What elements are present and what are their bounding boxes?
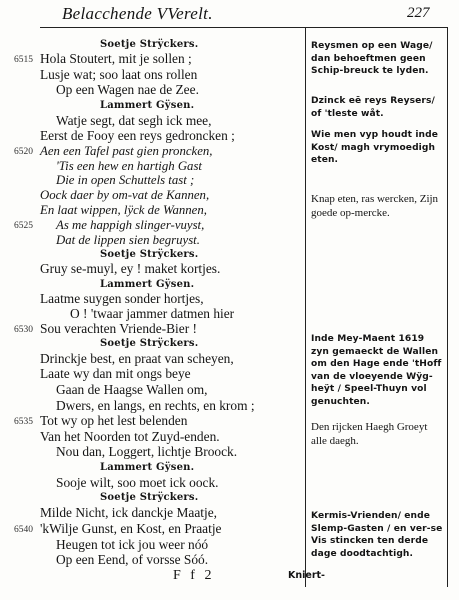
margin-note: Kermis-Vrienden/ ende Slemp-Gasten / en ver-se Vis stincken ten derde dage doodtachtigh. [311,511,443,559]
header-rule [40,27,448,28]
catchword: Kniert- [288,570,325,581]
verse-line: En laat wippen, lÿck de Wannen, [40,203,207,217]
verse-line: Gaan de Haagse Wallen om, [56,382,208,397]
verse-line: 'kWilje Gunst, en Kost, en Praatje [40,521,222,536]
line-number: 6515 [14,55,33,65]
margin-note: Wie men vyp houdt inde Kost/ magh vrymoedigh eten. [311,130,438,165]
verse-line: Dat de lippen sien begruyst. [56,233,200,247]
speaker-heading: Soetje Strÿckers. [100,39,199,50]
verse-line: Oock daer by om-vat de Kannen, [40,188,210,202]
margin-note: Knap eten, ras wercken, Zijn goede op-mercke. [311,193,439,219]
verse-line: Dwers, en langs, en rechts, en krom ; [56,398,255,413]
margin-rule-right [447,27,448,587]
verse-line: O ! 'twaar jammer datmen hier [70,306,235,321]
line-number: 6530 [14,325,33,335]
verse-line: Heugen tot ick jou weer nóó [56,537,209,552]
verse-line: Lusje wat; soo laat ons rollen [40,67,198,82]
verse-line: Die in open Schuttels tast ; [56,173,195,187]
verse-line: Laatme suygen sonder hortjes, [40,291,204,306]
verse-line: Gruy se-muyl, ey ! maket kortjes. [40,261,221,276]
page-number: 227 [407,5,430,21]
verse-line: Eerst de Fooy een reys gedroncken ; [40,128,235,143]
margin-note: Inde Mey-Maent 1619 zyn gemaeckt de Wallen om den Hage ende 'tHoff van de vloeyende Wÿg-heÿt / Speel-Thuyn vol genuchten. [311,334,442,407]
line-number: 6535 [14,417,33,427]
margin-note: Reysmen op een Wage/ dan behoeftmen geen Schip-breuck te lyden. [311,41,433,76]
speaker-heading: Soetje Strÿckers. [100,249,199,260]
verse-line: Tot wy op het lest belenden [40,413,188,428]
margin-rule-left [305,27,306,587]
verse-line: As me happigh slinger-vuyst, [56,218,205,232]
verse-line: Sooje wilt, soo moet ick oock. [56,475,219,490]
signature-mark: F f 2 [173,568,215,583]
verse-line: Aen een Tafel past gien proncken, [40,144,213,158]
verse-line: 'Tis een hew en hartigh Gast [56,159,202,173]
speaker-heading: Lammert Gÿsen. [100,462,195,473]
margin-note: Den rijcken Haegh Groeyt alle daegh. [311,421,428,447]
running-title: Belacchende VVerelt. [62,4,213,23]
verse-line: Nou dan, Loggert, lichtje Broock. [56,444,238,459]
verse-line: Watje segt, dat segh ick mee, [56,113,212,128]
verse-line: Op een Wagen nae de Zee. [56,82,199,97]
verse-line: Milde Nicht, ick danckje Maatje, [40,505,217,520]
verse-line: Drinckje best, en praat van scheyen, [40,351,234,366]
verse-line: Hola Stoutert, mit je sollen ; [40,51,192,66]
verse-line: Op een Eend, of vorsse Sóó. [56,552,209,567]
speaker-heading: Soetje Strÿckers. [100,338,199,349]
line-number: 6540 [14,525,33,535]
speaker-heading: Lammert Gÿsen. [100,279,195,290]
line-number: 6520 [14,147,33,157]
verse-line: Sou verachten Vriende-Bier ! [40,321,197,336]
margin-note: Dzinck eē reys Reysers/ of 'tleste wåt. [311,96,435,119]
speaker-heading: Soetje Strÿckers. [100,492,199,503]
verse-line: Laate wy dan mit ongs beye [40,366,191,381]
line-number: 6525 [14,221,33,231]
speaker-heading: Lammert Gÿsen. [100,100,195,111]
verse-line: Van het Noorden tot Zuyd-enden. [40,429,220,444]
